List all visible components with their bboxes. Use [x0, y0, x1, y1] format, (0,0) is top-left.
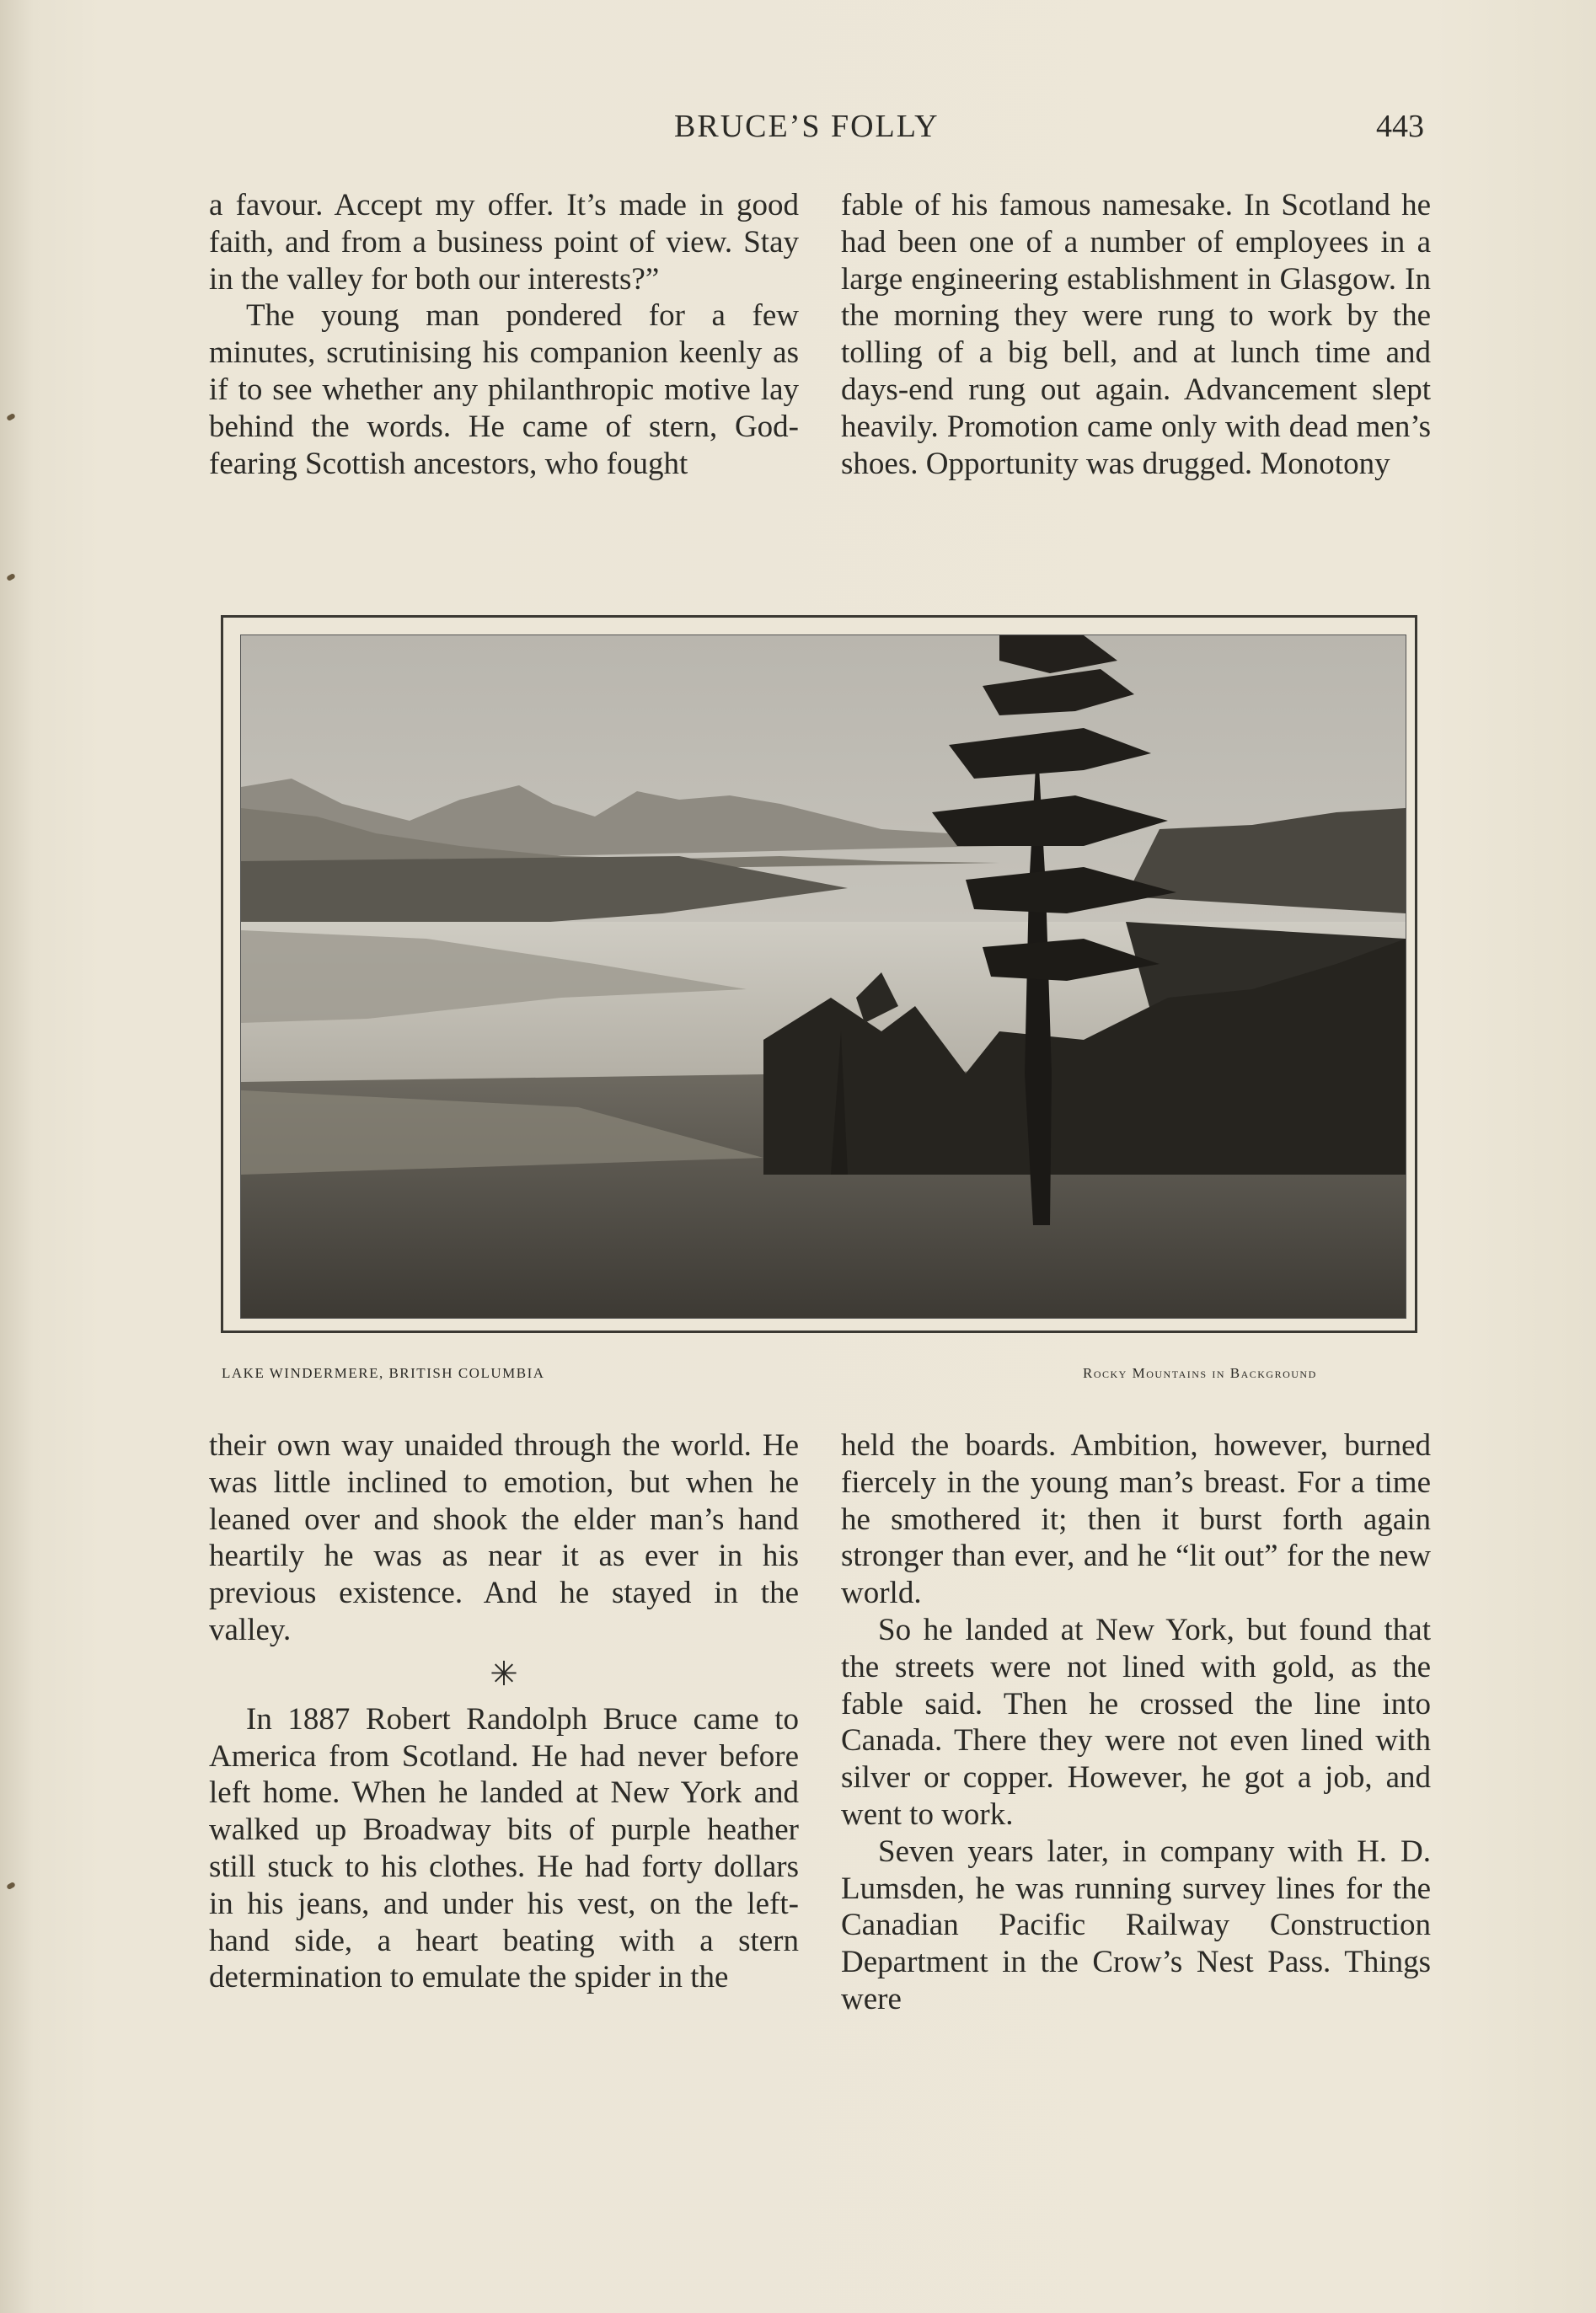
- caption-right: Rocky Mountains in Background: [1083, 1365, 1317, 1381]
- landscape-image: [241, 635, 1406, 1318]
- paragraph: In 1887 Robert Randolph Bruce came to America from Scotland. He had never before left home. When he landed at New York and walked up Broadway bits of purple heather still stuck to his clothes. He had forty dollars in his jeans, and under his vest, on the left-hand side, a heart beating with a stern determination to emulate the spider in the: [209, 1701, 799, 1995]
- section-break: ✳: [490, 1654, 518, 1693]
- column-left-bottom: [209, 1427, 799, 1996]
- column-right-top: [841, 187, 1431, 482]
- paragraph: their own way unaided through the world. He was little inclined to emotion, but when he leaned over and shook the elder man’s hand heartily he was as near it as ever in his previous existence. And he stayed in the valley.: [209, 1428, 799, 1647]
- photo-plate: [221, 615, 1417, 1333]
- running-title: BRUCE’S FOLLY: [674, 109, 940, 144]
- binding-mark: [6, 413, 16, 421]
- running-head: [0, 108, 1596, 150]
- paragraph: held the boards. Ambition, however, burned fiercely in the young man’s breast. For a time he smothered it; then it burst forth again stronger than ever, and he “lit out” for the new world.: [841, 1428, 1431, 1611]
- paragraph: The young man pondered for a few minutes, scrutinising his companion keenly as if to see whether any philanthropic motive lay behind the words. He came of stern, God-fearing Scottish ancestors, who fought: [209, 298, 799, 481]
- column-left-top: [209, 187, 799, 482]
- binding-mark: [6, 1882, 16, 1890]
- paragraph: So he landed at New York, but found that the streets were not lined with gold, as the fable said. Then he crossed the line into Canada. There they were not even lined with silver or copper. However, he got a job, and went to work.: [841, 1612, 1431, 1832]
- page-number: 443: [1376, 109, 1424, 144]
- paragraph: fable of his famous namesake. In Scotland he had been one of a number of employees in a large engineering establishment in Glasgow. In the morning they were rung to work by the tolling of a big bell, and at lunch time and days-end rung out again. Advancement slept heavily. Promotion came only with dead men’s shoes. Opportunity was drugged. Monotony: [841, 188, 1431, 481]
- column-right-bottom: [841, 1427, 1431, 2018]
- binding-mark: [6, 573, 16, 581]
- caption-left: LAKE WINDERMERE, BRITISH COLUMBIA: [222, 1365, 545, 1381]
- lake-photograph: [240, 634, 1406, 1319]
- paragraph: a favour. Accept my offer. It’s made in good faith, and from a business point of view. Stay in the valley for both our interests?”: [209, 188, 799, 297]
- paragraph: Seven years later, in company with H. D. Lumsden, he was running survey lines for the Canadian Pacific Railway Construction Department in the Crow’s Nest Pass. Things were: [841, 1834, 1431, 2016]
